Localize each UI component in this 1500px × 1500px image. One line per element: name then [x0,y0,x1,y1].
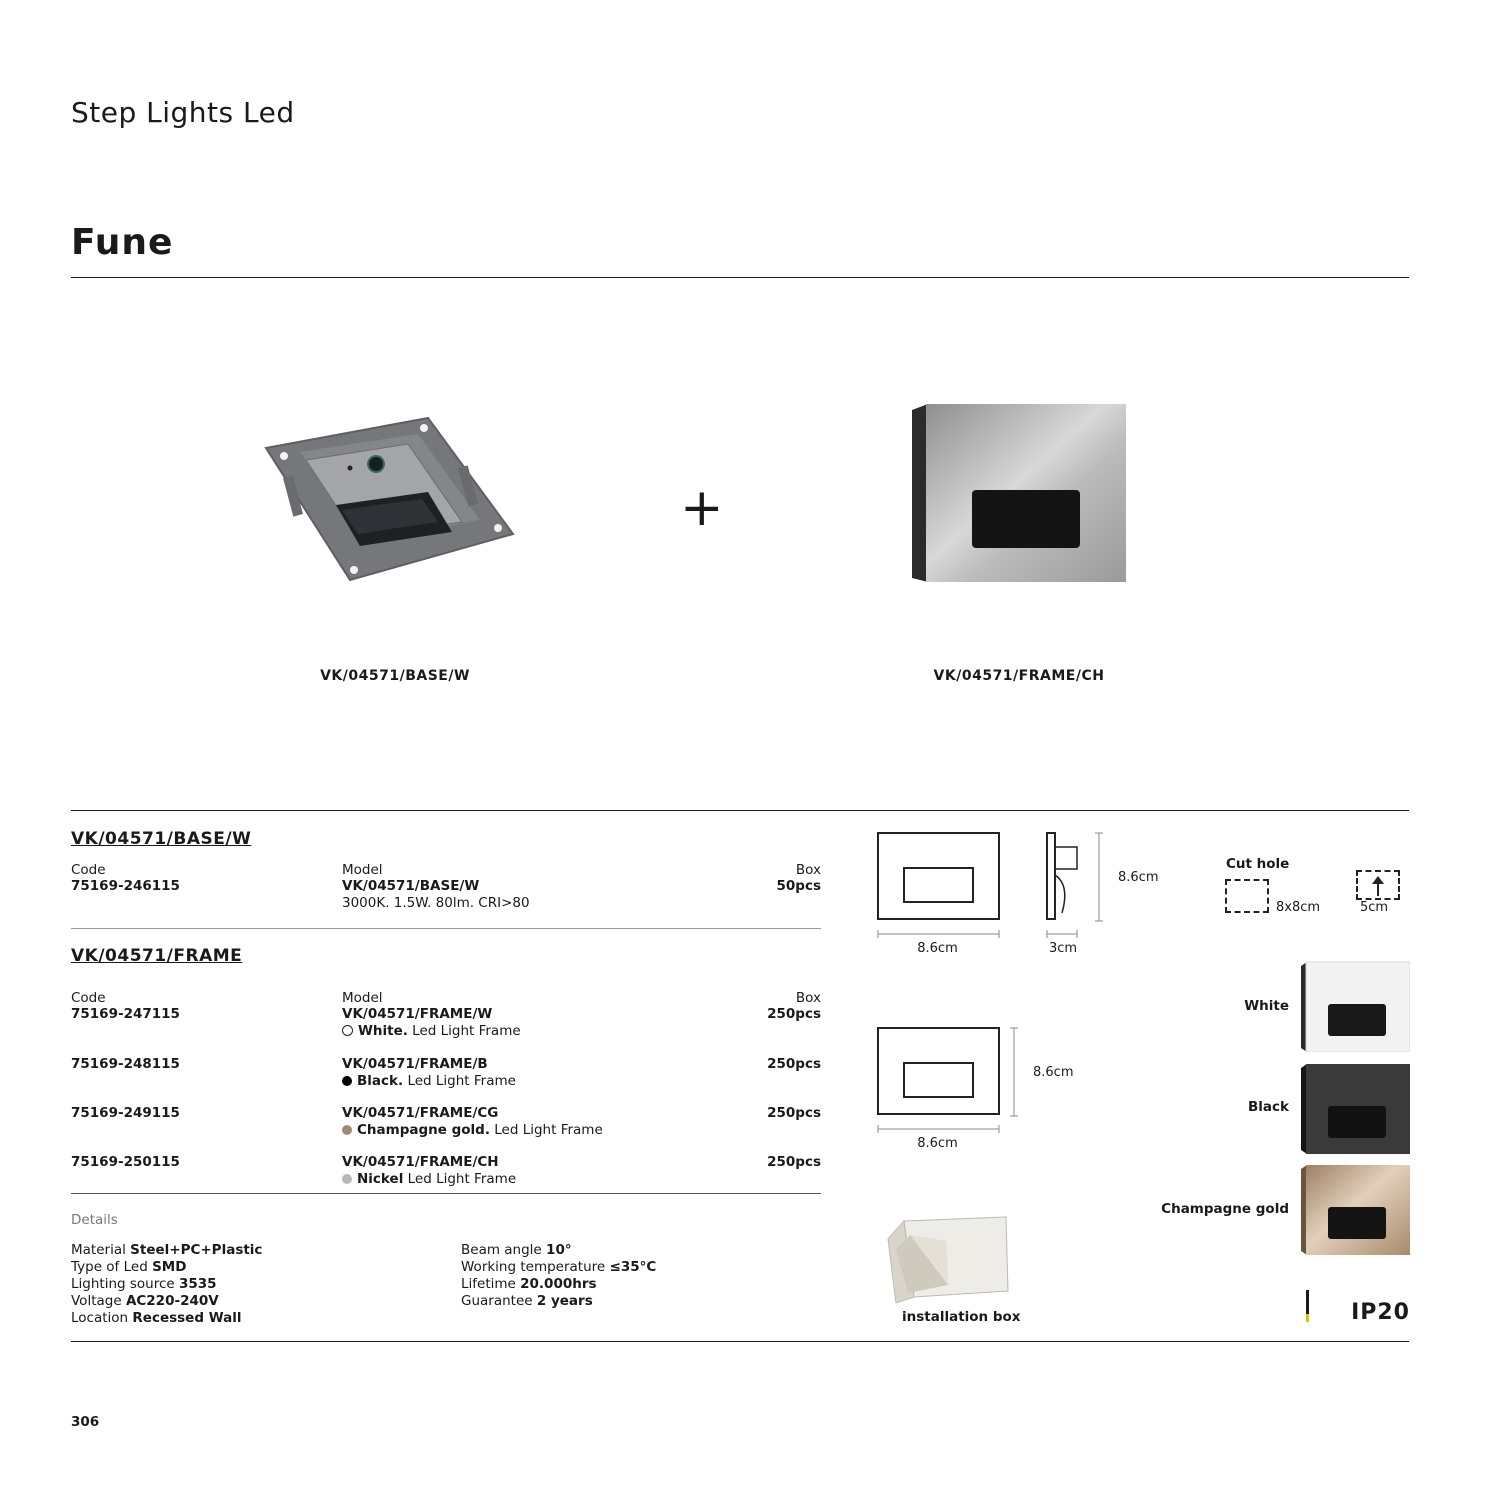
row-desc: Led Light Frame [494,1122,603,1138]
row-box: 250pcs [767,1105,821,1121]
nickel-swatch-dot [342,1174,352,1184]
base-box: 50pcs [776,878,821,894]
detail-beam-angle: Beam angle 10° [461,1242,572,1258]
base-divider [71,928,821,929]
row-code: 75169-248115 [71,1056,180,1072]
depth-size: 5cm [1360,900,1389,915]
row-code: 75169-247115 [71,1006,180,1022]
details-title: Details [71,1212,118,1228]
dim-height-base: 8.6cm [1118,870,1159,885]
table-row [71,1056,821,1096]
finish-champagne-swatch [1300,1163,1410,1255]
row-box: 250pcs [767,1154,821,1170]
details-left [71,1242,451,1327]
finish-black-swatch [1300,1062,1410,1154]
section-title: Step Lights Led [71,96,295,129]
plus-symbol: + [680,478,724,538]
champagne-swatch-dot [342,1125,352,1135]
row-model: VK/04571/FRAME/B [342,1056,488,1072]
title-divider [71,277,1409,278]
ip-rating: IP20 [1351,1300,1410,1325]
row-finish: White. [358,1023,408,1039]
base-product-image [258,410,523,595]
row-code: 75169-249115 [71,1105,180,1121]
table-row [71,1154,821,1194]
row-desc: Led Light Frame [412,1023,521,1039]
row-box: 250pcs [767,1056,821,1072]
finish-black-label: Black [1247,1099,1289,1115]
base-col-model: Model [342,862,383,878]
row-box: 250pcs [767,1006,821,1022]
frame-heading: VK/04571/FRAME [71,946,243,966]
base-model: VK/04571/BASE/W [342,878,480,894]
cut-hole-title: Cut hole [1226,856,1290,872]
dim-depth-base: 3cm [1048,941,1078,956]
frame-product-image [910,402,1128,584]
dimension-drawing-frame [870,1020,1030,1135]
base-caption: VK/04571/BASE/W [320,668,470,684]
dim-height-frame: 8.6cm [1033,1065,1074,1080]
product-title: Fune [71,222,174,263]
page-number: 306 [71,1414,100,1430]
detail-material: Material Steel+PC+Plastic [71,1242,263,1258]
frame-col-code: Code [71,990,106,1006]
row-finish: Nickel [357,1171,404,1187]
cut-hole-size: 8x8cm [1276,900,1321,915]
detail-voltage: Voltage AC220-240V [71,1293,219,1309]
depth-icon [1356,870,1400,900]
installation-box-label: installation box [902,1309,1021,1325]
base-spec: 3000K. 1.5W. 80lm. CRI>80 [342,895,530,911]
dim-width-frame: 8.6cm [917,1136,958,1151]
frame-divider [71,1193,821,1194]
detail-led-type: Type of Led SMD [71,1259,187,1275]
details-right [461,1242,821,1310]
frame-col-model: Model [342,990,383,1006]
detail-lifetime: Lifetime 20.000hrs [461,1276,597,1292]
detail-lighting-source: Lighting source 3535 [71,1276,217,1292]
frame-caption: VK/04571/FRAME/CH [933,668,1105,684]
installation-box-image [884,1213,1014,1305]
row-finish: Champagne gold. [357,1122,490,1138]
base-code: 75169-246115 [71,878,180,894]
spec-bottom-divider [71,1341,1409,1342]
row-desc: Led Light Frame [407,1171,517,1187]
spec-top-divider [71,810,1409,811]
finish-white-swatch [1300,960,1410,1052]
base-col-box: Box [795,862,821,878]
row-model: VK/04571/FRAME/CH [342,1154,499,1170]
dim-width-base: 8.6cm [917,941,958,956]
detail-guarantee: Guarantee 2 years [461,1293,593,1309]
detail-working-temp: Working temperature ≤35°C [461,1259,657,1275]
base-heading: VK/04571/BASE/W [71,829,252,849]
table-row [71,1105,821,1145]
finish-champagne-label: Champagne gold [1161,1201,1289,1217]
row-desc: Led Light Frame [407,1073,516,1089]
row-model: VK/04571/FRAME/CG [342,1105,499,1121]
cut-hole-icon [1225,879,1269,913]
row-code: 75169-250115 [71,1154,180,1170]
detail-location: Location Recessed Wall [71,1310,242,1326]
black-swatch-dot [342,1076,352,1086]
table-row [71,1006,821,1046]
white-swatch-dot [342,1025,353,1036]
base-col-code: Code [71,862,106,878]
row-model: VK/04571/FRAME/W [342,1006,493,1022]
ip-marker-icon [1305,1290,1310,1322]
row-finish: Black. [357,1073,404,1089]
finish-white-label: White [1244,998,1289,1014]
frame-col-box: Box [795,990,821,1006]
